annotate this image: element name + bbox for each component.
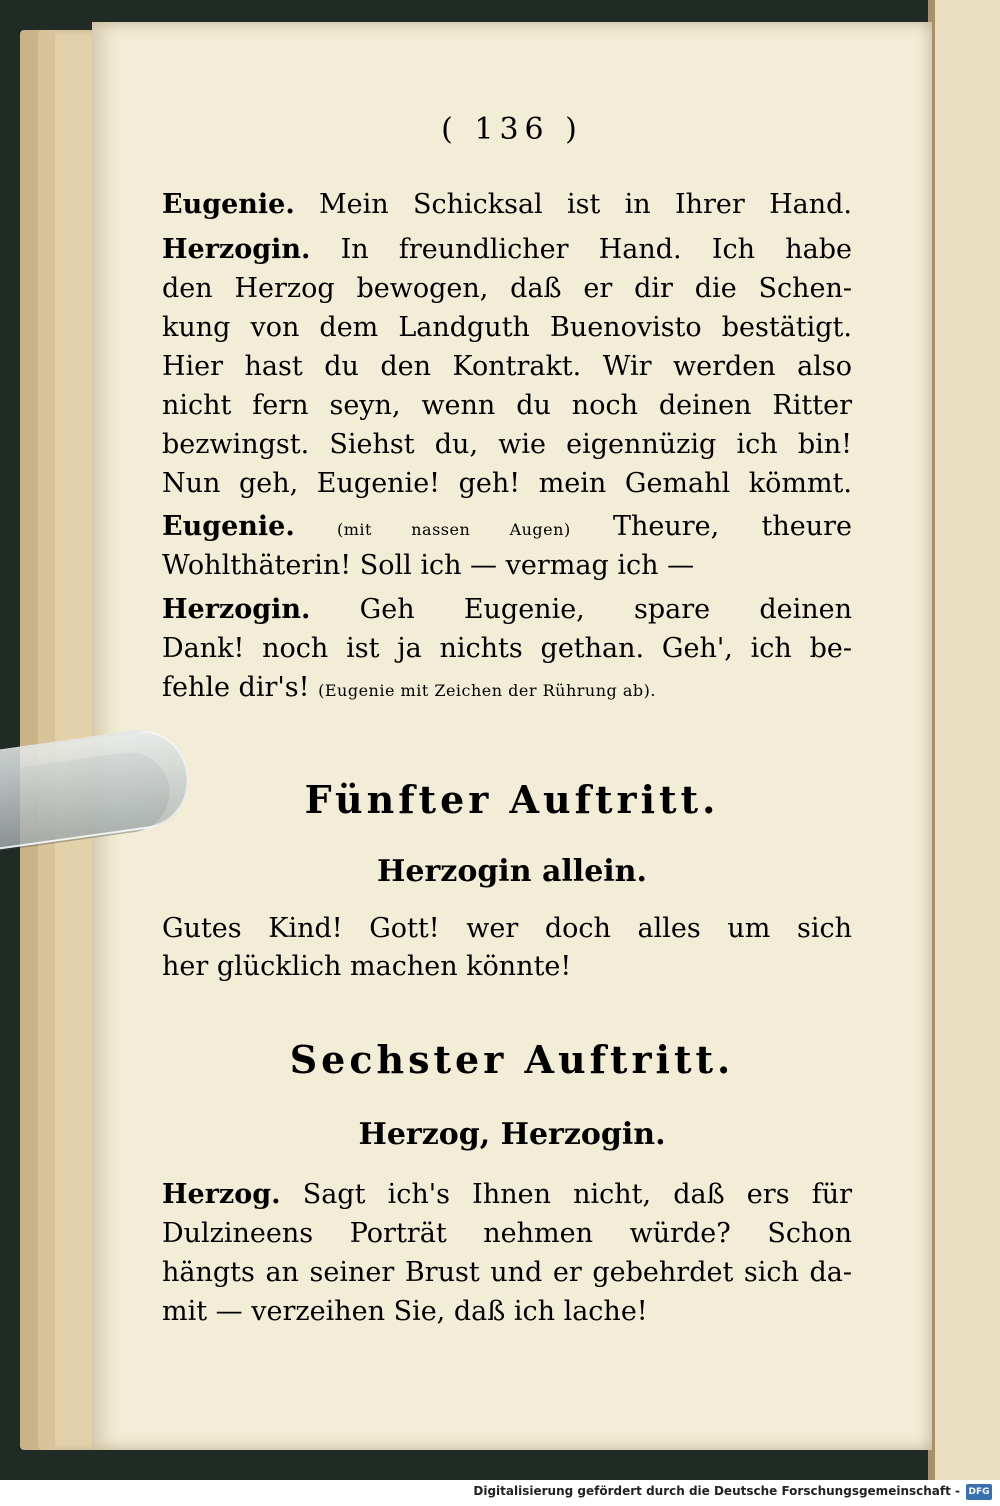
- text-line: [162, 510, 852, 547]
- text-line: Dank! noch ist ja nichts gethan. Geh', ich be-: [162, 633, 852, 664]
- text-line: Hier hast du den Kontrakt. Wir werden also: [162, 351, 852, 382]
- facing-page-sliver: [935, 0, 1000, 1480]
- text-line: kung von dem Landguth Buenovisto bestätigt.: [162, 312, 852, 343]
- line-text: Sagt ich's Ihnen nicht, daß ers für: [302, 1179, 852, 1210]
- text-line: [162, 233, 852, 267]
- text-line: bezwingst. Siehst du, wie eigennüzig ich bin!: [162, 429, 852, 460]
- footer-credit: Digitalisierung gefördert durch die Deutsche Forschungsgemeinschaft -: [473, 1484, 960, 1498]
- line-text: fehle dir's!: [162, 672, 310, 703]
- stage-direction: (Eugenie mit Zeichen der Rührung ab).: [318, 681, 656, 700]
- speaker-name: Herzogin.: [162, 594, 311, 625]
- text-line: [162, 593, 852, 627]
- line-text: In freundlicher Hand. Ich habe: [340, 234, 852, 265]
- scene-heading: Sechster Auftritt.: [289, 1037, 735, 1082]
- line-text: Geh Eugenie, spare deinen: [359, 594, 852, 625]
- text-line: [162, 1178, 852, 1212]
- line-text: Theure, theure: [612, 511, 852, 542]
- text-line: [162, 188, 852, 222]
- text-line: Dulzineens Porträt nehmen würde? Schon: [162, 1218, 852, 1249]
- scene-heading: Fünfter Auftritt.: [304, 777, 720, 822]
- text-line: Gutes Kind! Gott! wer doch alles um sich: [162, 913, 852, 944]
- text-line: mit — verzeihen Sie, daß ich lache!: [162, 1296, 648, 1327]
- stage-direction: (mit nassen Augen): [337, 520, 571, 539]
- text-line: Nun geh, Eugenie! geh! mein Gemahl kömmt.: [162, 468, 852, 499]
- text-line: [162, 671, 852, 708]
- page-number: ( 136 ): [441, 112, 583, 147]
- text-line: Wohlthäterin! Soll ich — vermag ich —: [162, 550, 695, 581]
- text-line: her glücklich machen könnte!: [162, 951, 572, 982]
- scene-subheading: Herzog, Herzogin.: [358, 1117, 666, 1152]
- dfg-logo: DFG: [966, 1484, 992, 1500]
- speaker-name: Herzogin.: [162, 234, 311, 265]
- speaker-name: Eugenie.: [162, 511, 295, 542]
- line-text: Mein Schicksal ist in Ihrer Hand.: [319, 189, 852, 220]
- text-line: nicht fern seyn, wenn du noch deinen Ritter: [162, 390, 852, 421]
- speaker-name: Herzog.: [162, 1179, 281, 1210]
- speaker-name: Eugenie.: [162, 189, 295, 220]
- text-line: den Herzog bewogen, daß er dir die Schen-: [162, 273, 852, 304]
- text-line: hängts an seiner Brust und er gebehrdet sich da-: [162, 1257, 852, 1288]
- scene-subheading: Herzogin allein.: [377, 854, 647, 889]
